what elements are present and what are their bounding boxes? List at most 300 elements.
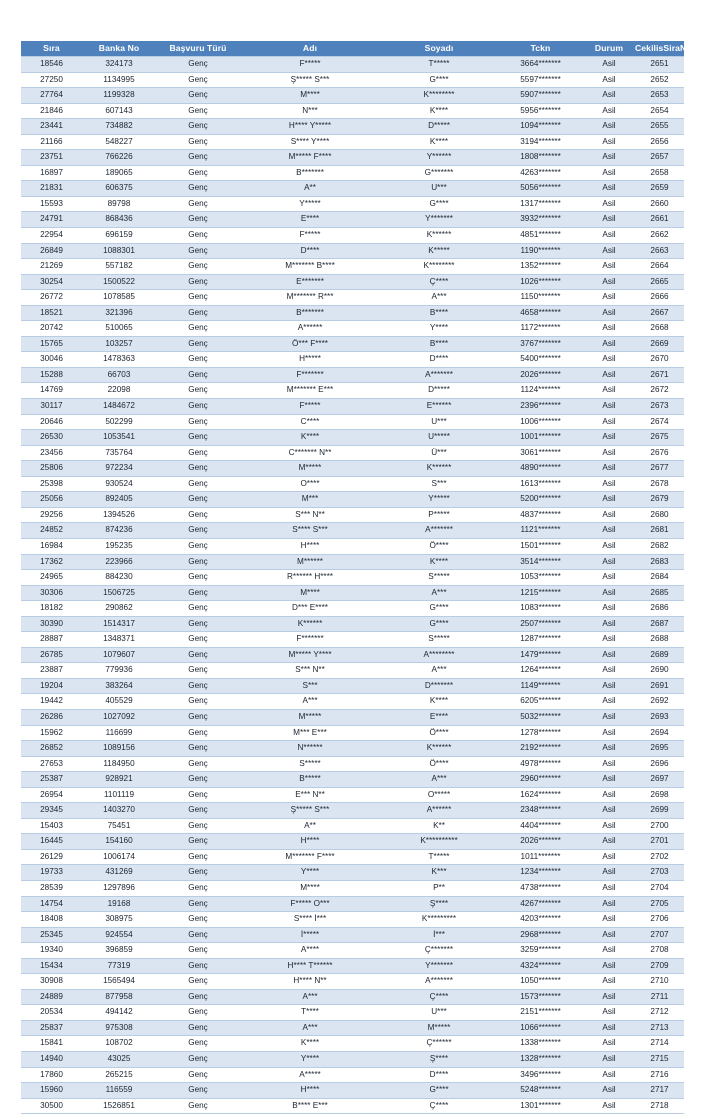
cell-soyadi: Ç**** [380, 274, 498, 290]
cell-cekilis_sira_no: 2691 [635, 678, 684, 694]
cell-durum: Asil [583, 818, 635, 834]
cell-soyadi: D**** [380, 1067, 498, 1083]
table-row[interactable] [21, 1036, 684, 1052]
cell-adi: E**** [240, 212, 380, 228]
cell-durum: Asil [583, 305, 635, 321]
cell-soyadi: Ç****** [380, 1036, 498, 1052]
cell-cekilis_sira_no: 2657 [635, 150, 684, 166]
cell-adi: M***** Y**** [240, 647, 380, 663]
cell-sira: 21831 [21, 181, 82, 197]
cell-basvuru_turu: Genç [156, 507, 240, 523]
table-row[interactable] [21, 321, 684, 337]
table-row[interactable] [21, 134, 684, 150]
cell-cekilis_sira_no: 2656 [635, 134, 684, 150]
table-row[interactable] [21, 523, 684, 539]
cell-cekilis_sira_no: 2655 [635, 119, 684, 135]
cell-banka_no: 1506725 [82, 585, 156, 601]
cell-cekilis_sira_no: 2697 [635, 772, 684, 788]
cell-sira: 30390 [21, 616, 82, 632]
cell-adi: B***** [240, 772, 380, 788]
cell-durum: Asil [583, 181, 635, 197]
cell-adi: M*** E*** [240, 725, 380, 741]
cell-tckn: 1287******* [498, 632, 583, 648]
cell-tckn: 4890******* [498, 461, 583, 477]
cell-sira: 30254 [21, 274, 82, 290]
cell-soyadi: M***** [380, 1020, 498, 1036]
cell-sira: 24852 [21, 523, 82, 539]
cell-durum: Asil [583, 570, 635, 586]
cell-adi: K**** [240, 430, 380, 446]
cell-cekilis_sira_no: 2692 [635, 694, 684, 710]
cell-adi: K**** [240, 1036, 380, 1052]
cell-cekilis_sira_no: 2658 [635, 165, 684, 181]
cell-banka_no: 383264 [82, 678, 156, 694]
table-row[interactable] [21, 601, 684, 617]
table-row[interactable] [21, 803, 684, 819]
cell-soyadi: K***** [380, 243, 498, 259]
cell-banka_no: 557182 [82, 259, 156, 275]
cell-durum: Asil [583, 1036, 635, 1052]
cell-cekilis_sira_no: 2660 [635, 196, 684, 212]
table-row[interactable] [21, 616, 684, 632]
table-row[interactable] [21, 694, 684, 710]
cell-banka_no: 189065 [82, 165, 156, 181]
cell-cekilis_sira_no: 2654 [635, 103, 684, 119]
cell-sira: 30046 [21, 352, 82, 368]
cell-adi: M*** [240, 492, 380, 508]
table-row[interactable] [21, 989, 684, 1005]
cell-basvuru_turu: Genç [156, 601, 240, 617]
cell-tckn: 5200******* [498, 492, 583, 508]
cell-adi: T**** [240, 1005, 380, 1021]
table-row[interactable] [21, 445, 684, 461]
table-row[interactable] [21, 1067, 684, 1083]
cell-tckn: 1001******* [498, 430, 583, 446]
table-row[interactable] [21, 880, 684, 896]
table-row[interactable] [21, 709, 684, 725]
cell-durum: Asil [583, 399, 635, 415]
cell-sira: 15962 [21, 725, 82, 741]
table-row[interactable] [21, 150, 684, 166]
column-header-soyadi[interactable]: Soyadı [380, 41, 498, 57]
cell-sira: 30117 [21, 399, 82, 415]
cell-sira: 24791 [21, 212, 82, 228]
cell-adi: Y**** [240, 865, 380, 881]
cell-basvuru_turu: Genç [156, 880, 240, 896]
table-row[interactable] [21, 461, 684, 477]
cell-adi: M******* F**** [240, 849, 380, 865]
cell-banka_no: 89798 [82, 196, 156, 212]
cell-soyadi: B**** [380, 305, 498, 321]
column-header-cekilis-sira-no[interactable]: CekilisSiraNo [635, 41, 684, 57]
cell-cekilis_sira_no: 2665 [635, 274, 684, 290]
cell-sira: 20742 [21, 321, 82, 337]
cell-tckn: 3194******* [498, 134, 583, 150]
cell-tckn: 1573******* [498, 989, 583, 1005]
cell-tckn: 4324******* [498, 958, 583, 974]
cell-durum: Asil [583, 228, 635, 244]
table-row[interactable] [21, 196, 684, 212]
cell-basvuru_turu: Genç [156, 756, 240, 772]
cell-durum: Asil [583, 725, 635, 741]
cell-banka_no: 502299 [82, 414, 156, 430]
table-row[interactable] [21, 305, 684, 321]
cell-tckn: 5400******* [498, 352, 583, 368]
cell-cekilis_sira_no: 2705 [635, 896, 684, 912]
cell-durum: Asil [583, 865, 635, 881]
cell-basvuru_turu: Genç [156, 352, 240, 368]
cell-tckn: 1278******* [498, 725, 583, 741]
table-row[interactable] [21, 741, 684, 757]
cell-tckn: 3664******* [498, 57, 583, 73]
cell-banka_no: 195235 [82, 538, 156, 554]
cell-tckn: 1624******* [498, 787, 583, 803]
cell-soyadi: K********* [380, 912, 498, 928]
table-row[interactable] [21, 647, 684, 663]
cell-sira: 20534 [21, 1005, 82, 1021]
table-row[interactable] [21, 554, 684, 570]
table-row[interactable] [21, 1052, 684, 1068]
table-row[interactable] [21, 274, 684, 290]
cell-tckn: 4851******* [498, 228, 583, 244]
cell-tckn: 1121******* [498, 523, 583, 539]
cell-banka_no: 223966 [82, 554, 156, 570]
table-row[interactable] [21, 632, 684, 648]
cell-cekilis_sira_no: 2699 [635, 803, 684, 819]
table-row[interactable] [21, 678, 684, 694]
cell-banka_no: 265215 [82, 1067, 156, 1083]
cell-sira: 28539 [21, 880, 82, 896]
cell-banka_no: 1134995 [82, 72, 156, 88]
table-row[interactable] [21, 181, 684, 197]
cell-basvuru_turu: Genç [156, 523, 240, 539]
cell-cekilis_sira_no: 2684 [635, 570, 684, 586]
cell-banka_no: 66703 [82, 367, 156, 383]
cell-soyadi: A******** [380, 647, 498, 663]
cell-soyadi: E****** [380, 399, 498, 415]
cell-soyadi: Ç**** [380, 989, 498, 1005]
cell-sira: 26129 [21, 849, 82, 865]
cell-soyadi: K****** [380, 228, 498, 244]
cell-sira: 26772 [21, 290, 82, 306]
cell-tckn: 3767******* [498, 336, 583, 352]
table-row[interactable] [21, 290, 684, 306]
cell-adi: S*** N** [240, 663, 380, 679]
table-row[interactable] [21, 787, 684, 803]
cell-tckn: 1501******* [498, 538, 583, 554]
cell-adi: M******* E*** [240, 383, 380, 399]
table-row[interactable] [21, 165, 684, 181]
column-header-adi[interactable]: Adı [240, 41, 380, 57]
table-row[interactable] [21, 492, 684, 508]
cell-banka_no: 874236 [82, 523, 156, 539]
cell-banka_no: 103257 [82, 336, 156, 352]
cell-banka_no: 405529 [82, 694, 156, 710]
cell-tckn: 1338******* [498, 1036, 583, 1052]
cell-durum: Asil [583, 1020, 635, 1036]
cell-banka_no: 548227 [82, 134, 156, 150]
cell-basvuru_turu: Genç [156, 927, 240, 943]
results-table-container [21, 41, 692, 1114]
cell-soyadi: G**** [380, 616, 498, 632]
cell-tckn: 1234******* [498, 865, 583, 881]
cell-durum: Asil [583, 1052, 635, 1068]
cell-sira: 19442 [21, 694, 82, 710]
cell-basvuru_turu: Genç [156, 228, 240, 244]
cell-durum: Asil [583, 585, 635, 601]
cell-sira: 16897 [21, 165, 82, 181]
column-header-basvuru-turu[interactable]: Başvuru Türü [156, 41, 240, 57]
cell-basvuru_turu: Genç [156, 678, 240, 694]
cell-banka_no: 1394526 [82, 507, 156, 523]
cell-soyadi: Y******* [380, 958, 498, 974]
cell-sira: 21166 [21, 134, 82, 150]
table-header [21, 41, 692, 57]
cell-soyadi: U*** [380, 414, 498, 430]
cell-basvuru_turu: Genç [156, 709, 240, 725]
table-row[interactable] [21, 243, 684, 259]
cell-cekilis_sira_no: 2716 [635, 1067, 684, 1083]
cell-cekilis_sira_no: 2673 [635, 399, 684, 415]
cell-durum: Asil [583, 1005, 635, 1021]
cell-tckn: 1808******* [498, 150, 583, 166]
cell-cekilis_sira_no: 2678 [635, 476, 684, 492]
cell-adi: H**** [240, 538, 380, 554]
table-row[interactable] [21, 943, 684, 959]
cell-cekilis_sira_no: 2667 [635, 305, 684, 321]
cell-tckn: 2026******* [498, 834, 583, 850]
cell-adi: A*** [240, 694, 380, 710]
cell-cekilis_sira_no: 2701 [635, 834, 684, 850]
column-header-durum[interactable]: Durum [583, 41, 635, 57]
cell-adi: M**** [240, 880, 380, 896]
cell-cekilis_sira_no: 2664 [635, 259, 684, 275]
cell-sira: 27653 [21, 756, 82, 772]
table-row[interactable] [21, 430, 684, 446]
cell-sira: 27764 [21, 88, 82, 104]
cell-sira: 18546 [21, 57, 82, 73]
table-row[interactable] [21, 1098, 684, 1114]
cell-cekilis_sira_no: 2715 [635, 1052, 684, 1068]
cell-adi: R****** H**** [240, 570, 380, 586]
cell-basvuru_turu: Genç [156, 538, 240, 554]
cell-durum: Asil [583, 989, 635, 1005]
cell-banka_no: 975308 [82, 1020, 156, 1036]
table-row[interactable] [21, 414, 684, 430]
column-header-sira[interactable]: Sıra [21, 41, 82, 57]
cell-soyadi: A*** [380, 585, 498, 601]
cell-basvuru_turu: Genç [156, 274, 240, 290]
cell-cekilis_sira_no: 2688 [635, 632, 684, 648]
table-row[interactable] [21, 476, 684, 492]
cell-basvuru_turu: Genç [156, 72, 240, 88]
cell-cekilis_sira_no: 2685 [635, 585, 684, 601]
table-row[interactable] [21, 912, 684, 928]
cell-durum: Asil [583, 741, 635, 757]
cell-adi: B**** E*** [240, 1098, 380, 1114]
cell-durum: Asil [583, 414, 635, 430]
cell-basvuru_turu: Genç [156, 865, 240, 881]
cell-sira: 18182 [21, 601, 82, 617]
cell-sira: 24889 [21, 989, 82, 1005]
cell-soyadi: K******** [380, 259, 498, 275]
table-row[interactable] [21, 538, 684, 554]
cell-adi: M**** [240, 585, 380, 601]
table-row[interactable] [21, 119, 684, 135]
table-row[interactable] [21, 756, 684, 772]
cell-banka_no: 1078585 [82, 290, 156, 306]
cell-cekilis_sira_no: 2713 [635, 1020, 684, 1036]
cell-tckn: 1026******* [498, 274, 583, 290]
table-row[interactable] [21, 383, 684, 399]
cell-basvuru_turu: Genç [156, 741, 240, 757]
cell-soyadi: Ö**** [380, 538, 498, 554]
cell-adi: D*** E**** [240, 601, 380, 617]
cell-cekilis_sira_no: 2706 [635, 912, 684, 928]
cell-sira: 30908 [21, 974, 82, 990]
cell-adi: M***** F**** [240, 150, 380, 166]
cell-tckn: 1215******* [498, 585, 583, 601]
table-row[interactable] [21, 212, 684, 228]
cell-adi: H**** Y***** [240, 119, 380, 135]
cell-adi: D**** [240, 243, 380, 259]
cell-tckn: 4267******* [498, 896, 583, 912]
cell-adi: M***** [240, 461, 380, 477]
cell-banka_no: 972234 [82, 461, 156, 477]
cell-soyadi: S***** [380, 570, 498, 586]
table-row[interactable] [21, 725, 684, 741]
table-row[interactable] [21, 103, 684, 119]
cell-sira: 27250 [21, 72, 82, 88]
cell-adi: İ***** [240, 927, 380, 943]
cell-adi: F***** O*** [240, 896, 380, 912]
table-row[interactable] [21, 1020, 684, 1036]
cell-cekilis_sira_no: 2662 [635, 228, 684, 244]
cell-sira: 15288 [21, 367, 82, 383]
cell-sira: 18521 [21, 305, 82, 321]
cell-banka_no: 75451 [82, 818, 156, 834]
cell-cekilis_sira_no: 2712 [635, 1005, 684, 1021]
table-row[interactable] [21, 663, 684, 679]
cell-tckn: 2151******* [498, 1005, 583, 1021]
table-row[interactable] [21, 228, 684, 244]
table-row[interactable] [21, 896, 684, 912]
cell-banka_no: 868436 [82, 212, 156, 228]
cell-basvuru_turu: Genç [156, 119, 240, 135]
cell-sira: 23456 [21, 445, 82, 461]
table-row[interactable] [21, 570, 684, 586]
cell-sira: 26530 [21, 430, 82, 446]
table-row[interactable] [21, 772, 684, 788]
cell-basvuru_turu: Genç [156, 445, 240, 461]
table-row[interactable] [21, 585, 684, 601]
cell-adi: M***** [240, 709, 380, 725]
column-header-tckn[interactable]: Tckn [498, 41, 583, 57]
cell-basvuru_turu: Genç [156, 290, 240, 306]
cell-durum: Asil [583, 352, 635, 368]
table-row[interactable] [21, 88, 684, 104]
cell-basvuru_turu: Genç [156, 912, 240, 928]
table-row[interactable] [21, 507, 684, 523]
cell-tckn: 1050******* [498, 974, 583, 990]
table-row[interactable] [21, 1083, 684, 1099]
cell-banka_no: 1101119 [82, 787, 156, 803]
table-row[interactable] [21, 865, 684, 881]
cell-tckn: 5597******* [498, 72, 583, 88]
cell-adi: A** [240, 818, 380, 834]
table-row[interactable] [21, 849, 684, 865]
cell-adi: S*** N** [240, 507, 380, 523]
column-header-banka-no[interactable]: Banka No [82, 41, 156, 57]
cell-adi: O**** [240, 476, 380, 492]
cell-basvuru_turu: Genç [156, 492, 240, 508]
cell-banka_no: 108702 [82, 1036, 156, 1052]
cell-tckn: 1190******* [498, 243, 583, 259]
table-row[interactable] [21, 72, 684, 88]
cell-basvuru_turu: Genç [156, 1052, 240, 1068]
table-row[interactable] [21, 958, 684, 974]
cell-soyadi: K******** [380, 88, 498, 104]
table-row[interactable] [21, 352, 684, 368]
cell-cekilis_sira_no: 2661 [635, 212, 684, 228]
cell-soyadi: G**** [380, 1083, 498, 1099]
table-row[interactable] [21, 259, 684, 275]
table-row[interactable] [21, 818, 684, 834]
cell-banka_no: 1088301 [82, 243, 156, 259]
cell-adi: F******* [240, 367, 380, 383]
cell-basvuru_turu: Genç [156, 1098, 240, 1114]
cell-banka_no: 1199328 [82, 88, 156, 104]
cell-basvuru_turu: Genç [156, 476, 240, 492]
cell-durum: Asil [583, 383, 635, 399]
cell-banka_no: 1526851 [82, 1098, 156, 1114]
table-row[interactable] [21, 336, 684, 352]
table-row[interactable] [21, 1005, 684, 1021]
cell-basvuru_turu: Genç [156, 165, 240, 181]
table-row[interactable] [21, 927, 684, 943]
table-row[interactable] [21, 974, 684, 990]
cell-tckn: 2192******* [498, 741, 583, 757]
cell-adi: B******* [240, 165, 380, 181]
cell-durum: Asil [583, 523, 635, 539]
table-row[interactable] [21, 57, 684, 73]
cell-durum: Asil [583, 632, 635, 648]
cell-soyadi: Y**** [380, 321, 498, 337]
cell-durum: Asil [583, 445, 635, 461]
cell-tckn: 1479******* [498, 647, 583, 663]
table-row[interactable] [21, 399, 684, 415]
cell-cekilis_sira_no: 2689 [635, 647, 684, 663]
cell-sira: 25837 [21, 1020, 82, 1036]
cell-durum: Asil [583, 196, 635, 212]
cell-adi: Ö*** F**** [240, 336, 380, 352]
cell-adi: B******* [240, 305, 380, 321]
cell-durum: Asil [583, 212, 635, 228]
table-row[interactable] [21, 834, 684, 850]
cell-durum: Asil [583, 616, 635, 632]
cell-sira: 30306 [21, 585, 82, 601]
cell-basvuru_turu: Genç [156, 181, 240, 197]
table-row[interactable] [21, 367, 684, 383]
cell-soyadi: O***** [380, 787, 498, 803]
cell-sira: 19204 [21, 678, 82, 694]
cell-adi: F***** [240, 228, 380, 244]
cell-sira: 24965 [21, 570, 82, 586]
cell-sira: 25345 [21, 927, 82, 943]
cell-adi: N****** [240, 741, 380, 757]
cell-basvuru_turu: Genç [156, 399, 240, 415]
cell-soyadi: G**** [380, 601, 498, 617]
